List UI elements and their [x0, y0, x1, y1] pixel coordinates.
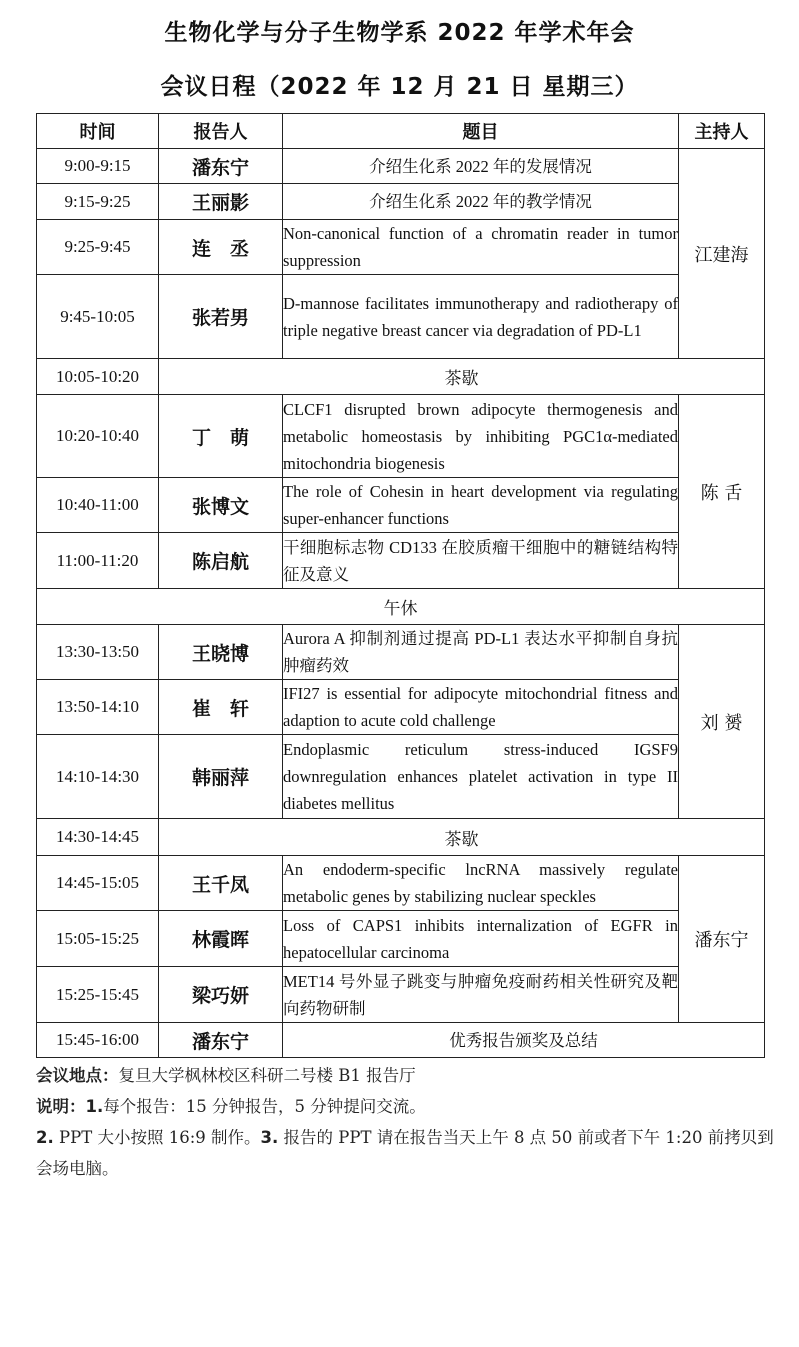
page-title: 生物化学与分子生物学系 2022 年学术年会 — [164, 20, 635, 46]
table-row — [37, 1023, 765, 1058]
talk-speaker: 王丽影 — [159, 184, 283, 220]
schedule-table — [36, 113, 765, 1058]
talk-time: 15:25-15:45 — [37, 967, 159, 1023]
talk-speaker: 王晓博 — [159, 625, 283, 680]
break-label: 茶歇 — [159, 359, 765, 395]
talk-speaker: 张博文 — [159, 478, 283, 533]
venue-text: 复旦大学枫林校区科研二号楼 B1 报告厅 — [118, 1066, 416, 1085]
talk-speaker: 陈启航 — [159, 533, 283, 589]
break-label: 茶歇 — [159, 819, 765, 856]
table-row — [37, 967, 765, 1023]
table-row — [37, 275, 765, 359]
header-topic: 题目 — [283, 114, 679, 149]
talk-speaker: 连 丞 — [159, 220, 283, 275]
note-line-2 — [36, 1122, 776, 1184]
table-row — [37, 395, 765, 478]
talk-time: 9:15-9:25 — [37, 184, 159, 220]
session-host: 刘 赟 — [679, 625, 765, 819]
talk-topic: 介绍生化系 2022 年的教学情况 — [283, 184, 679, 220]
note2-num: 2. — [36, 1128, 54, 1147]
talk-time: 9:00-9:15 — [37, 149, 159, 184]
talk-speaker: 韩丽萍 — [159, 735, 283, 819]
note2-text: PPT 大小按照 16:9 制作。 — [53, 1128, 261, 1147]
talk-speaker: 潘东宁 — [159, 1023, 283, 1058]
talk-time: 14:45-15:05 — [37, 856, 159, 911]
talk-topic: 干细胞标志物 CD133 在胶质瘤干细胞中的糖链结构特征及意义 — [283, 533, 679, 589]
talk-time: 15:05-15:25 — [37, 911, 159, 967]
table-row — [37, 735, 765, 819]
talk-time: 10:20-10:40 — [37, 395, 159, 478]
talk-topic: Non-canonical function of a chromatin reader in tumor suppression — [283, 220, 679, 275]
break-row — [37, 359, 765, 395]
header-speaker: 报告人 — [159, 114, 283, 149]
talk-time: 15:45-16:00 — [37, 1023, 159, 1058]
talk-topic: D-mannose facilitates immunotherapy and radiotherapy of triple negative breast cancer via degradation of PD-L1 — [283, 275, 679, 359]
note-label: 说明： — [36, 1097, 86, 1116]
table-row — [37, 184, 765, 220]
table-row — [37, 478, 765, 533]
session-host: 潘东宁 — [679, 856, 765, 1023]
page-subtitle: 会议日程（2022 年 12 月 21 日 星期三） — [160, 74, 639, 100]
table-row — [37, 220, 765, 275]
talk-time: 11:00-11:20 — [37, 533, 159, 589]
talk-time: 9:45-10:05 — [37, 275, 159, 359]
talk-speaker: 潘东宁 — [159, 149, 283, 184]
venue-label: 会议地点： — [36, 1066, 119, 1085]
note3-num: 3. — [260, 1128, 279, 1147]
talk-time: 9:25-9:45 — [37, 220, 159, 275]
table-row — [37, 911, 765, 967]
talk-speaker: 梁巧妍 — [159, 967, 283, 1023]
table-row — [37, 680, 765, 735]
talk-time: 14:10-14:30 — [37, 735, 159, 819]
talk-speaker: 林霞晖 — [159, 911, 283, 967]
talk-time: 10:40-11:00 — [37, 478, 159, 533]
talk-topic: CLCF1 disrupted brown adipocyte thermogenesis and metabolic homeostasis by inhibiting PGC1α-mediated mitochondria biogenesis — [283, 395, 679, 478]
session-host: 陈 舌 — [679, 395, 765, 589]
note3-text: 报告的 PPT 请在报告当天上午 8 点 50 前或者下午 1:20 前拷贝到会场电脑。 — [36, 1128, 774, 1178]
note1-num: 1. — [85, 1097, 104, 1116]
talk-topic: 优秀报告颁奖及总结 — [283, 1023, 765, 1058]
session-host: 江建海 — [679, 149, 765, 359]
venue-line — [36, 1060, 776, 1091]
table-row — [37, 149, 765, 184]
table-row — [37, 625, 765, 680]
talk-topic: An endoderm-specific lncRNA massively regulate metabolic genes by stabilizing nuclear speckles — [283, 856, 679, 911]
talk-speaker: 张若男 — [159, 275, 283, 359]
note1-text: 每个报告：15 分钟报告，5 分钟提问交流。 — [103, 1097, 426, 1116]
talk-speaker: 丁 萌 — [159, 395, 283, 478]
talk-time: 13:50-14:10 — [37, 680, 159, 735]
talk-topic: The role of Cohesin in heart development via regulating super-enhancer functions — [283, 478, 679, 533]
break-row — [37, 819, 765, 856]
table-row — [37, 856, 765, 911]
header-time: 时间 — [37, 114, 159, 149]
talk-topic: 介绍生化系 2022 年的发展情况 — [283, 149, 679, 184]
header-row — [37, 114, 765, 149]
break-time: 14:30-14:45 — [37, 819, 159, 856]
table-row — [37, 533, 765, 589]
lunch-row — [37, 589, 765, 625]
talk-topic: MET14 号外显子跳变与肿瘤免疫耐药相关性研究及靶向药物研制 — [283, 967, 679, 1023]
note-line-1 — [36, 1091, 776, 1122]
talk-topic: Endoplasmic reticulum stress-induced IGSF9 downregulation enhances platelet activation in type II diabetes mellitus — [283, 735, 679, 819]
talk-topic: IFI27 is essential for adipocyte mitochondrial fitness and adaption to acute cold challenge — [283, 680, 679, 735]
talk-topic: Aurora A 抑制剂通过提高 PD-L1 表达水平抑制自身抗肿瘤药效 — [283, 625, 679, 680]
talk-time: 13:30-13:50 — [37, 625, 159, 680]
notes — [36, 1060, 776, 1184]
talk-speaker: 王千凤 — [159, 856, 283, 911]
break-time: 10:05-10:20 — [37, 359, 159, 395]
talk-topic: Loss of CAPS1 inhibits internalization of EGFR in hepatocellular carcinoma — [283, 911, 679, 967]
lunch-label: 午休 — [37, 589, 765, 625]
header-host: 主持人 — [679, 114, 765, 149]
talk-speaker: 崔 轩 — [159, 680, 283, 735]
